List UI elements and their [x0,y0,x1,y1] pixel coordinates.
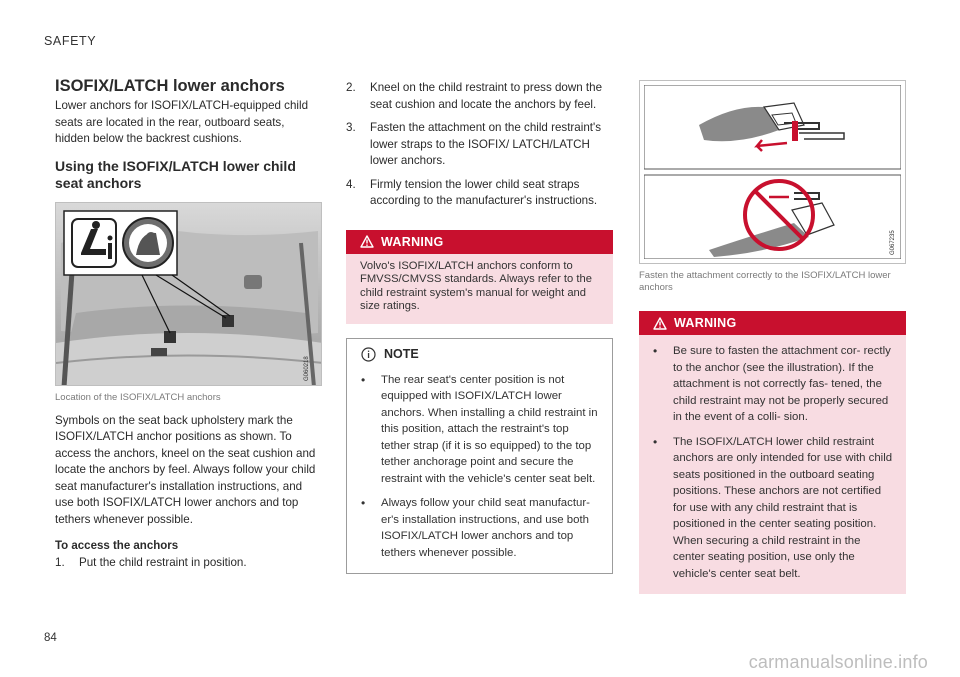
bullet-text: The rear seat's center position is not equipped with ISOFIX/LATCH lower anchors. When installing a child restraint in this position, attach the restraint's top tether strap (if it is so equipped) to the top tether anchorage point and secure the restraint with the vehicle's center seat belt. [381,373,598,485]
figure-caption: Fasten the attachment correctly to the ISOFIX/LATCH lower anchors [639,270,891,293]
bullet-text: Always follow your child seat manufactur- er's installation instructions, and use both ISOFIX/LATCH lower anchors and top tethers whenever possible. [381,497,590,559]
access-heading: To access the anchors [55,540,179,552]
note-label: NOTE [384,347,419,361]
bullet-dot: • [361,372,366,387]
figure-caption: Location of the ISOFIX/LATCH anchors [55,391,221,403]
warning-header [639,311,906,335]
step-item [55,555,322,572]
step-text: Kneel on the child restraint to press down the seat cushion and locate the anchors by feel. [370,81,603,111]
warning-triangle-icon [360,235,374,248]
watermark: carmanualsonline.info [748,652,928,672]
list-item [361,495,600,561]
info-circle-icon [361,347,376,362]
step-number: 4. [346,177,356,191]
step-text: Firmly tension the lower child seat straps according to the manufacturer's instructions. [370,177,598,207]
step-number: 2. [346,81,356,94]
bullet-text: Be sure to fasten the attachment cor- rectly to the anchor (see the illustration). If the attachment is not correctly fas- tened, the child restraint may not be properly secured in the event of a colli- sion. [673,345,891,423]
bullet-dot: • [653,434,658,449]
rear-seat-drawing [56,203,322,386]
page-title: ISOFIX/LATCH lower anchors [55,77,285,95]
step-number: 1. [55,556,65,569]
warning-text: Volvo's ISOFIX/LATCH anchors conform to FMVSS/CMVSS standards. Always refer to the child restraint system's manual for weight and size ratings. [360,259,592,312]
step-text: Put the child restraint in position. [79,556,247,569]
attachment-drawing [644,85,901,259]
note-bullets [347,366,612,574]
note-header [347,339,612,366]
step-item [346,177,613,210]
step-item [346,120,613,170]
step-number: 3. [346,121,356,134]
page-number: 84 [44,632,57,644]
anchor-paragraph: Symbols on the seat back upholstery mark the ISOFIX/LATCH anchor positions as shown. To access the anchors, kneel on the seat cushion and locate the anchors by feel. Always follow your child seat manufacturer's installation instructions, and use both ISOFIX/LATCH lower anchors and top tethers whenever possible. [55,413,316,526]
column-2 [346,80,613,574]
list-item [653,343,894,426]
warning-box-attachment [639,311,906,594]
warning-triangle-icon [653,317,667,330]
rear-seat-illustration [55,202,322,386]
subheading-using-anchors: Using the ISOFIX/LATCH lower child seat anchors [55,157,296,191]
bullet-dot: • [361,496,366,510]
column-1 [55,76,322,579]
warning-header [346,230,613,254]
step-item [346,80,613,113]
figure-code: G060218 [304,355,310,381]
steps-list-continued [346,80,613,210]
note-box [346,338,613,575]
steps-list-start [55,555,322,572]
list-item [361,372,600,488]
attachment-illustration [639,80,906,264]
section-header: SAFETY [44,34,97,48]
bullet-text: The ISOFIX/LATCH lower child restraint anchors are only intended for use with child seats positioned in the outboard seating positions. These anchors are not certified for use with any child restraint that is positioned in the center seating position. When securing a child restraint in the center seating position, use only the vehicle's center seat belt. [673,435,893,580]
warning-box-anchors [346,230,613,324]
step-text: Fasten the attachment on the child restraint's lower straps to the ISOFIX/ LATCH/LATCH lower anchors. [370,121,601,167]
list-item [653,434,894,583]
figure-code: G067235 [890,230,896,255]
intro-paragraph: Lower anchors for ISOFIX/LATCH-equipped child seats are located in the rear, outboard seats, hidden below the backrest cushions. [55,99,309,145]
warning-bullets [639,335,906,594]
warning-label: WARNING [674,316,737,330]
warning-label: WARNING [381,234,444,249]
bullet-dot: • [653,344,658,358]
column-3 [639,80,906,594]
